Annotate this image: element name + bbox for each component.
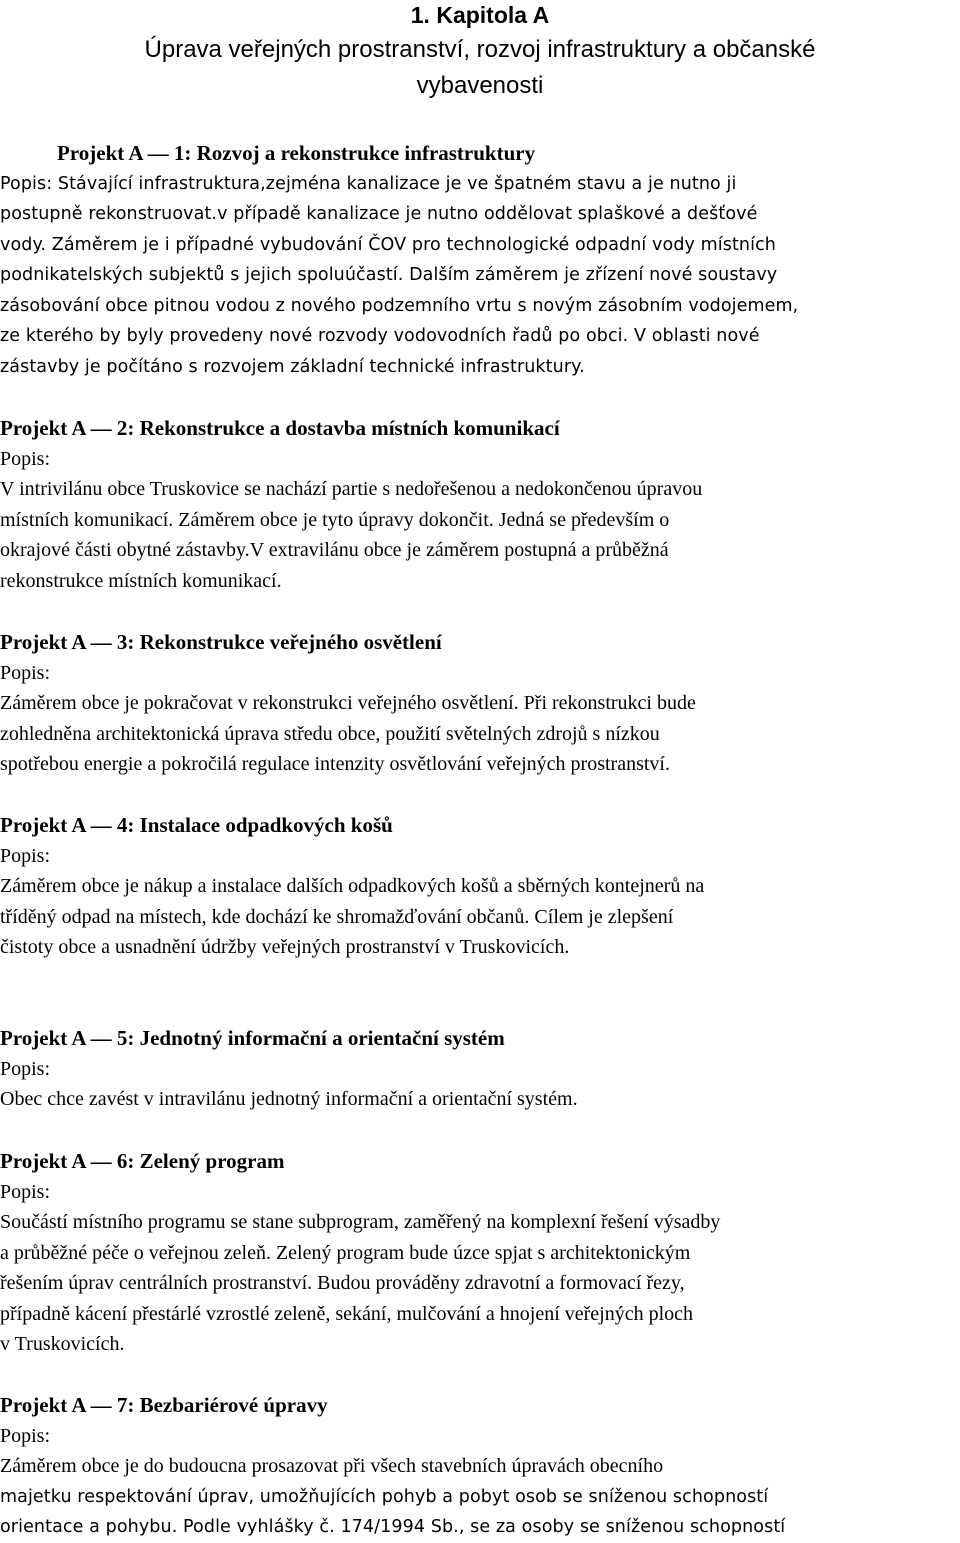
- project-a4: [0, 810, 960, 963]
- project-text-line: Popis: Stávající infrastruktura,zejména kanalizace je ve špatném stavu a je nutno ji: [0, 173, 737, 194]
- project-text-line: Součástí místního programu se stane subprogram, zaměřený na komplexní řešení výsadby: [0, 1211, 721, 1233]
- project-a7: [0, 1390, 960, 1543]
- project-text-line: V intrivilánu obce Truskovice se nachází partie s nedořešenou a nedokončenou úpravou: [0, 478, 703, 500]
- project-text-line: zásobování obce pitnou vodou z nového podzemního vrtu s novým zásobním vodojemem,: [0, 295, 799, 316]
- project-text-line: postupně rekonstruovat.v případě kanalizace je nutno oddělovat splaškové a dešťové: [0, 204, 758, 224]
- project-text-line: okrajové části obytné zástavby.V extravilánu obce je záměrem postupná a průběžná: [0, 539, 669, 561]
- project-text-line: místních komunikací. Záměrem obce je tyto úpravy dokončit. Jedná se především o: [0, 508, 670, 531]
- popis-label: Popis:: [0, 1057, 51, 1080]
- project-heading: Projekt A — 2: Rekonstrukce a dostavba místních komunikací: [0, 416, 560, 440]
- chapter-subtitle: [20, 32, 940, 104]
- project-heading: Projekt A — 3: Rekonstrukce veřejného osvětlení: [0, 630, 442, 654]
- project-a1: [0, 138, 960, 382]
- project-text-line: v Truskovicích.: [0, 1333, 125, 1355]
- popis-label: Popis:: [0, 447, 51, 470]
- project-heading: Projekt A — 5: Jednotný informační a orientační systém: [0, 1026, 505, 1050]
- popis-label: Popis:: [0, 1180, 51, 1203]
- project-a6: [0, 1146, 960, 1360]
- project-text-line: vody. Záměrem je i případné vybudování ČOV pro technologické odpadní vody místních: [0, 234, 777, 255]
- popis-label: Popis:: [0, 844, 51, 867]
- chapter-title: 1. Kapitola A: [410, 2, 550, 28]
- project-text-line: čistoty obce a usnadnění údržby veřejných prostranství v Truskovicích.: [0, 936, 570, 958]
- project-text-line: Záměrem obce je do budoucna prosazovat při všech stavebních úpravách obecního: [0, 1455, 664, 1477]
- project-heading: Projekt A — 6: Zelený program: [0, 1149, 285, 1173]
- project-text-line: orientace a pohybu. Podle vyhlášky č. 174/1994 Sb., se za osoby se sníženou schopností: [0, 1517, 786, 1537]
- popis-label: Popis:: [0, 1424, 51, 1447]
- project-text-line: Záměrem obce je nákup a instalace dalších odpadkových košů a sběrných kontejnerů na: [0, 875, 705, 897]
- project-text-line: tříděný odpad na místech, kde dochází ke shromažďování občanů. Cílem je zlepšení: [0, 905, 674, 928]
- project-a5: [0, 1023, 960, 1115]
- project-text-line: majetku respektování úprav, umožňujících pohyb a pobyt osob se sníženou schopností: [0, 1486, 769, 1507]
- project-text-line: Obec chce zavést v intravilánu jednotný informační a orientační systém.: [0, 1088, 578, 1110]
- project-text-line: spotřebou energie a pokročilá regulace intenzity osvětlování veřejných prostranství.: [0, 753, 670, 775]
- project-text-line: rekonstrukce místních komunikací.: [0, 569, 282, 592]
- project-text-line: zohledněna architektonická úprava středu obce, použití světelných zdrojů s nízkou: [0, 722, 660, 745]
- project-text-line: ze kterého by byly provedeny nové rozvody vodovodních řadů po obci. V oblasti nové: [0, 326, 760, 346]
- project-a2: [0, 413, 960, 596]
- project-text-line: případně kácení přestárlé vzrostlé zeleně, sekání, mulčování a hnojení veřejných ploch: [0, 1302, 694, 1325]
- project-text-line: podnikatelských subjektů s jejich spoluúčastí. Dalším záměrem je zřízení nové soustavy: [0, 265, 778, 285]
- project-text-line: zástavby je počítáno s rozvojem základní technické infrastruktury.: [0, 356, 585, 377]
- project-a3: [0, 627, 960, 780]
- project-heading: Projekt A — 7: Bezbariérové úpravy: [0, 1393, 328, 1417]
- project-text-line: řešením úprav centrálních prostranství. Budou prováděny zdravotní a formovací řezy,: [0, 1272, 685, 1294]
- project-heading: Projekt A — 1: Rozvoj a rekonstrukce infrastruktury: [57, 141, 536, 165]
- project-text-line: Záměrem obce je pokračovat v rekonstrukci veřejného osvětlení. Při rekonstrukci bude: [0, 692, 696, 714]
- chapter-subtitle-line: Úprava veřejných prostranství, rozvoj infrastruktury a občanské: [144, 36, 816, 63]
- project-text-line: a průběžné péče o veřejnou zeleň. Zelený program bude úzce spjat s architektonickým: [0, 1241, 691, 1264]
- project-heading: Projekt A — 4: Instalace odpadkových košů: [0, 813, 393, 837]
- chapter-subtitle-line: vybavenosti: [416, 72, 544, 99]
- popis-label: Popis:: [0, 661, 51, 684]
